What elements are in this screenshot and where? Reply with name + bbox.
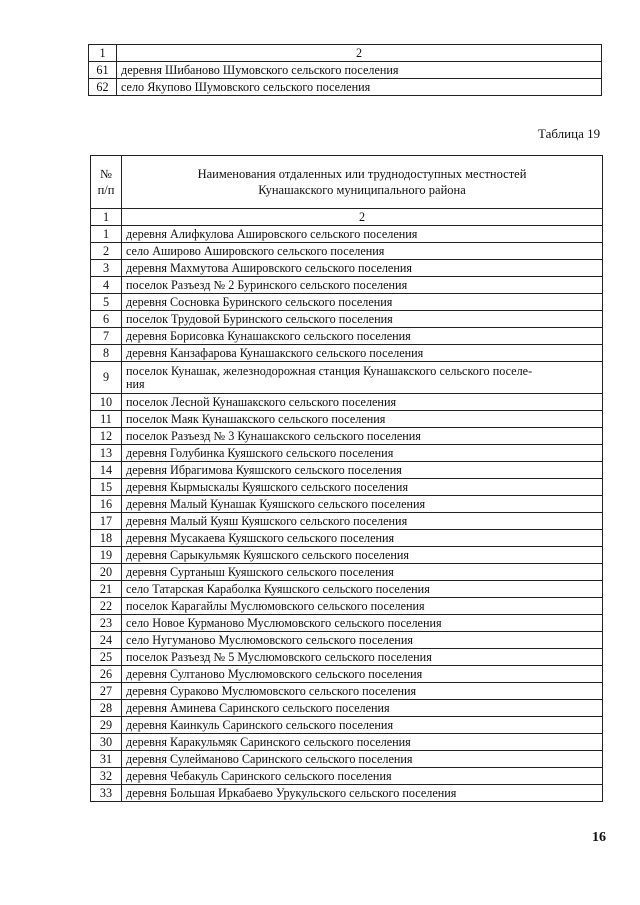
table-row: [91, 345, 603, 362]
table-subheader-row: [91, 209, 603, 226]
locality-name: деревня Султаново Муслюмовского сельского поселения: [122, 666, 603, 683]
locality-name: село Якупово Шумовского сельского поселения: [117, 79, 602, 96]
row-number: 22: [91, 598, 122, 615]
row-number: 33: [91, 785, 122, 802]
locality-name: деревня Аминева Саринского сельского поселения: [122, 700, 603, 717]
table-header-row: [91, 156, 603, 209]
locality-name: деревня Сулейманово Саринского сельского поселения: [122, 751, 603, 768]
locality-name: деревня Мусакаева Куяшского сельского поселения: [122, 530, 603, 547]
table-row: [89, 79, 602, 96]
locality-name: поселок Разъезд № 3 Кунашакского сельского поселения: [122, 428, 603, 445]
locality-name: поселок Карагайлы Муслюмовского сельского поселения: [122, 598, 603, 615]
locality-name: деревня Махмутова Ашировского сельского поселения: [122, 260, 603, 277]
locality-name: деревня Чебакуль Саринского сельского поселения: [122, 768, 603, 785]
table-row: [91, 581, 603, 598]
locality-name: деревня Каинкуль Саринского сельского поселения: [122, 717, 603, 734]
row-number: 26: [91, 666, 122, 683]
row-number: 32: [91, 768, 122, 785]
row-number: 61: [89, 62, 117, 79]
row-number: 21: [91, 581, 122, 598]
row-number: 3: [91, 260, 122, 277]
locality-name: село Татарская Караболка Куяшского сельского поселения: [122, 581, 603, 598]
locality-name: деревня Борисовка Кунашакского сельского поселения: [122, 328, 603, 345]
page-number: 16: [592, 830, 606, 845]
row-number: 24: [91, 632, 122, 649]
row-number: 18: [91, 530, 122, 547]
table-row: [91, 547, 603, 564]
row-number: 13: [91, 445, 122, 462]
locality-name: деревня Ибрагимова Куяшского сельского поселения: [122, 462, 603, 479]
column-number-label: 2: [117, 45, 602, 62]
locality-name: поселок Трудовой Буринского сельского поселения: [122, 311, 603, 328]
table-row: [91, 598, 603, 615]
locality-name: деревня Алифкулова Ашировского сельского поселения: [122, 226, 603, 243]
row-number: 19: [91, 547, 122, 564]
table-row: [91, 362, 603, 394]
row-number: 9: [91, 362, 122, 394]
table-row: [91, 666, 603, 683]
locality-name: село Нугуманово Муслюмовского сельского поселения: [122, 632, 603, 649]
table-row: [91, 649, 603, 666]
row-number: 16: [91, 496, 122, 513]
locality-name: деревня Сарыкульмяк Куяшского сельского поселения: [122, 547, 603, 564]
locality-name: поселок Разъезд № 2 Буринского сельского поселения: [122, 277, 603, 294]
table-row: [91, 751, 603, 768]
locality-name: деревня Сураково Муслюмовского сельского поселения: [122, 683, 603, 700]
row-number: 12: [91, 428, 122, 445]
table-caption: Таблица 19: [538, 126, 601, 141]
table-row: [91, 328, 603, 345]
locality-name: деревня Каракульмяк Саринского сельского поселения: [122, 734, 603, 751]
table-row: [91, 785, 603, 802]
locality-name: поселок Маяк Кунашакского сельского поселения: [122, 411, 603, 428]
table-row: [91, 717, 603, 734]
row-number: 28: [91, 700, 122, 717]
table-row: [91, 462, 603, 479]
locality-name: деревня Суртаныш Куяшского сельского поселения: [122, 564, 603, 581]
locality-name: поселок Кунашак, железнодорожная станция Кунашакского сельского поселе- ния: [122, 362, 603, 394]
table-row: [91, 734, 603, 751]
row-number: 29: [91, 717, 122, 734]
row-number: 11: [91, 411, 122, 428]
locality-name: деревня Кырмыскалы Куяшского сельского поселения: [122, 479, 603, 496]
localities-table: [90, 155, 603, 802]
table-row: [91, 226, 603, 243]
table-row: [91, 700, 603, 717]
row-number: 62: [89, 79, 117, 96]
table-row: [91, 632, 603, 649]
locality-name: поселок Разъезд № 5 Муслюмовского сельского поселения: [122, 649, 603, 666]
row-number: 27: [91, 683, 122, 700]
row-number: 14: [91, 462, 122, 479]
row-number: 2: [91, 243, 122, 260]
table-row: [91, 311, 603, 328]
table-row: [91, 530, 603, 547]
row-number: 25: [91, 649, 122, 666]
row-number: 30: [91, 734, 122, 751]
table-row: [91, 260, 603, 277]
table-row: [91, 615, 603, 632]
table-row: [91, 479, 603, 496]
locality-name: деревня Большая Иркабаево Урукульского сельского поселения: [122, 785, 603, 802]
locality-name: деревня Малый Куяш Куяшского сельского поселения: [122, 513, 603, 530]
table-row: [91, 564, 603, 581]
header-name-column: Наименования отдаленных или труднодоступных местностей Кунашакского муниципального района: [122, 156, 603, 209]
row-number: 8: [91, 345, 122, 362]
locality-name: деревня Голубинка Куяшского сельского поселения: [122, 445, 603, 462]
row-number: 6: [91, 311, 122, 328]
locality-name: село Аширово Ашировского сельского поселения: [122, 243, 603, 260]
table-row: [91, 445, 603, 462]
table-row: [91, 768, 603, 785]
table-row: [91, 243, 603, 260]
locality-name: село Новое Курманово Муслюмовского сельского поселения: [122, 615, 603, 632]
locality-name: деревня Сосновка Буринского сельского поселения: [122, 294, 603, 311]
row-number: 5: [91, 294, 122, 311]
table-row: [91, 496, 603, 513]
column-number-label: 1: [91, 209, 122, 226]
locality-name: поселок Лесной Кунашакского сельского поселения: [122, 394, 603, 411]
locality-name: деревня Шибаново Шумовского сельского поселения: [117, 62, 602, 79]
table-header-row: [89, 45, 602, 62]
row-number: 31: [91, 751, 122, 768]
table-row: [91, 683, 603, 700]
table-row: [91, 294, 603, 311]
row-number: 20: [91, 564, 122, 581]
table-row: [91, 411, 603, 428]
continuation-table: [88, 44, 602, 96]
row-number: 4: [91, 277, 122, 294]
table-row: [91, 513, 603, 530]
header-number-column: № п/п: [91, 156, 122, 209]
table-row: [89, 62, 602, 79]
row-number: 7: [91, 328, 122, 345]
row-number: 15: [91, 479, 122, 496]
row-number: 1: [91, 226, 122, 243]
column-number-label: 1: [89, 45, 117, 62]
table-row: [91, 394, 603, 411]
column-number-label: 2: [122, 209, 603, 226]
row-number: 23: [91, 615, 122, 632]
row-number: 17: [91, 513, 122, 530]
locality-name: деревня Канзафарова Кунашакского сельского поселения: [122, 345, 603, 362]
table-row: [91, 277, 603, 294]
row-number: 10: [91, 394, 122, 411]
locality-name: деревня Малый Кунашак Куяшского сельского поселения: [122, 496, 603, 513]
table-row: [91, 428, 603, 445]
